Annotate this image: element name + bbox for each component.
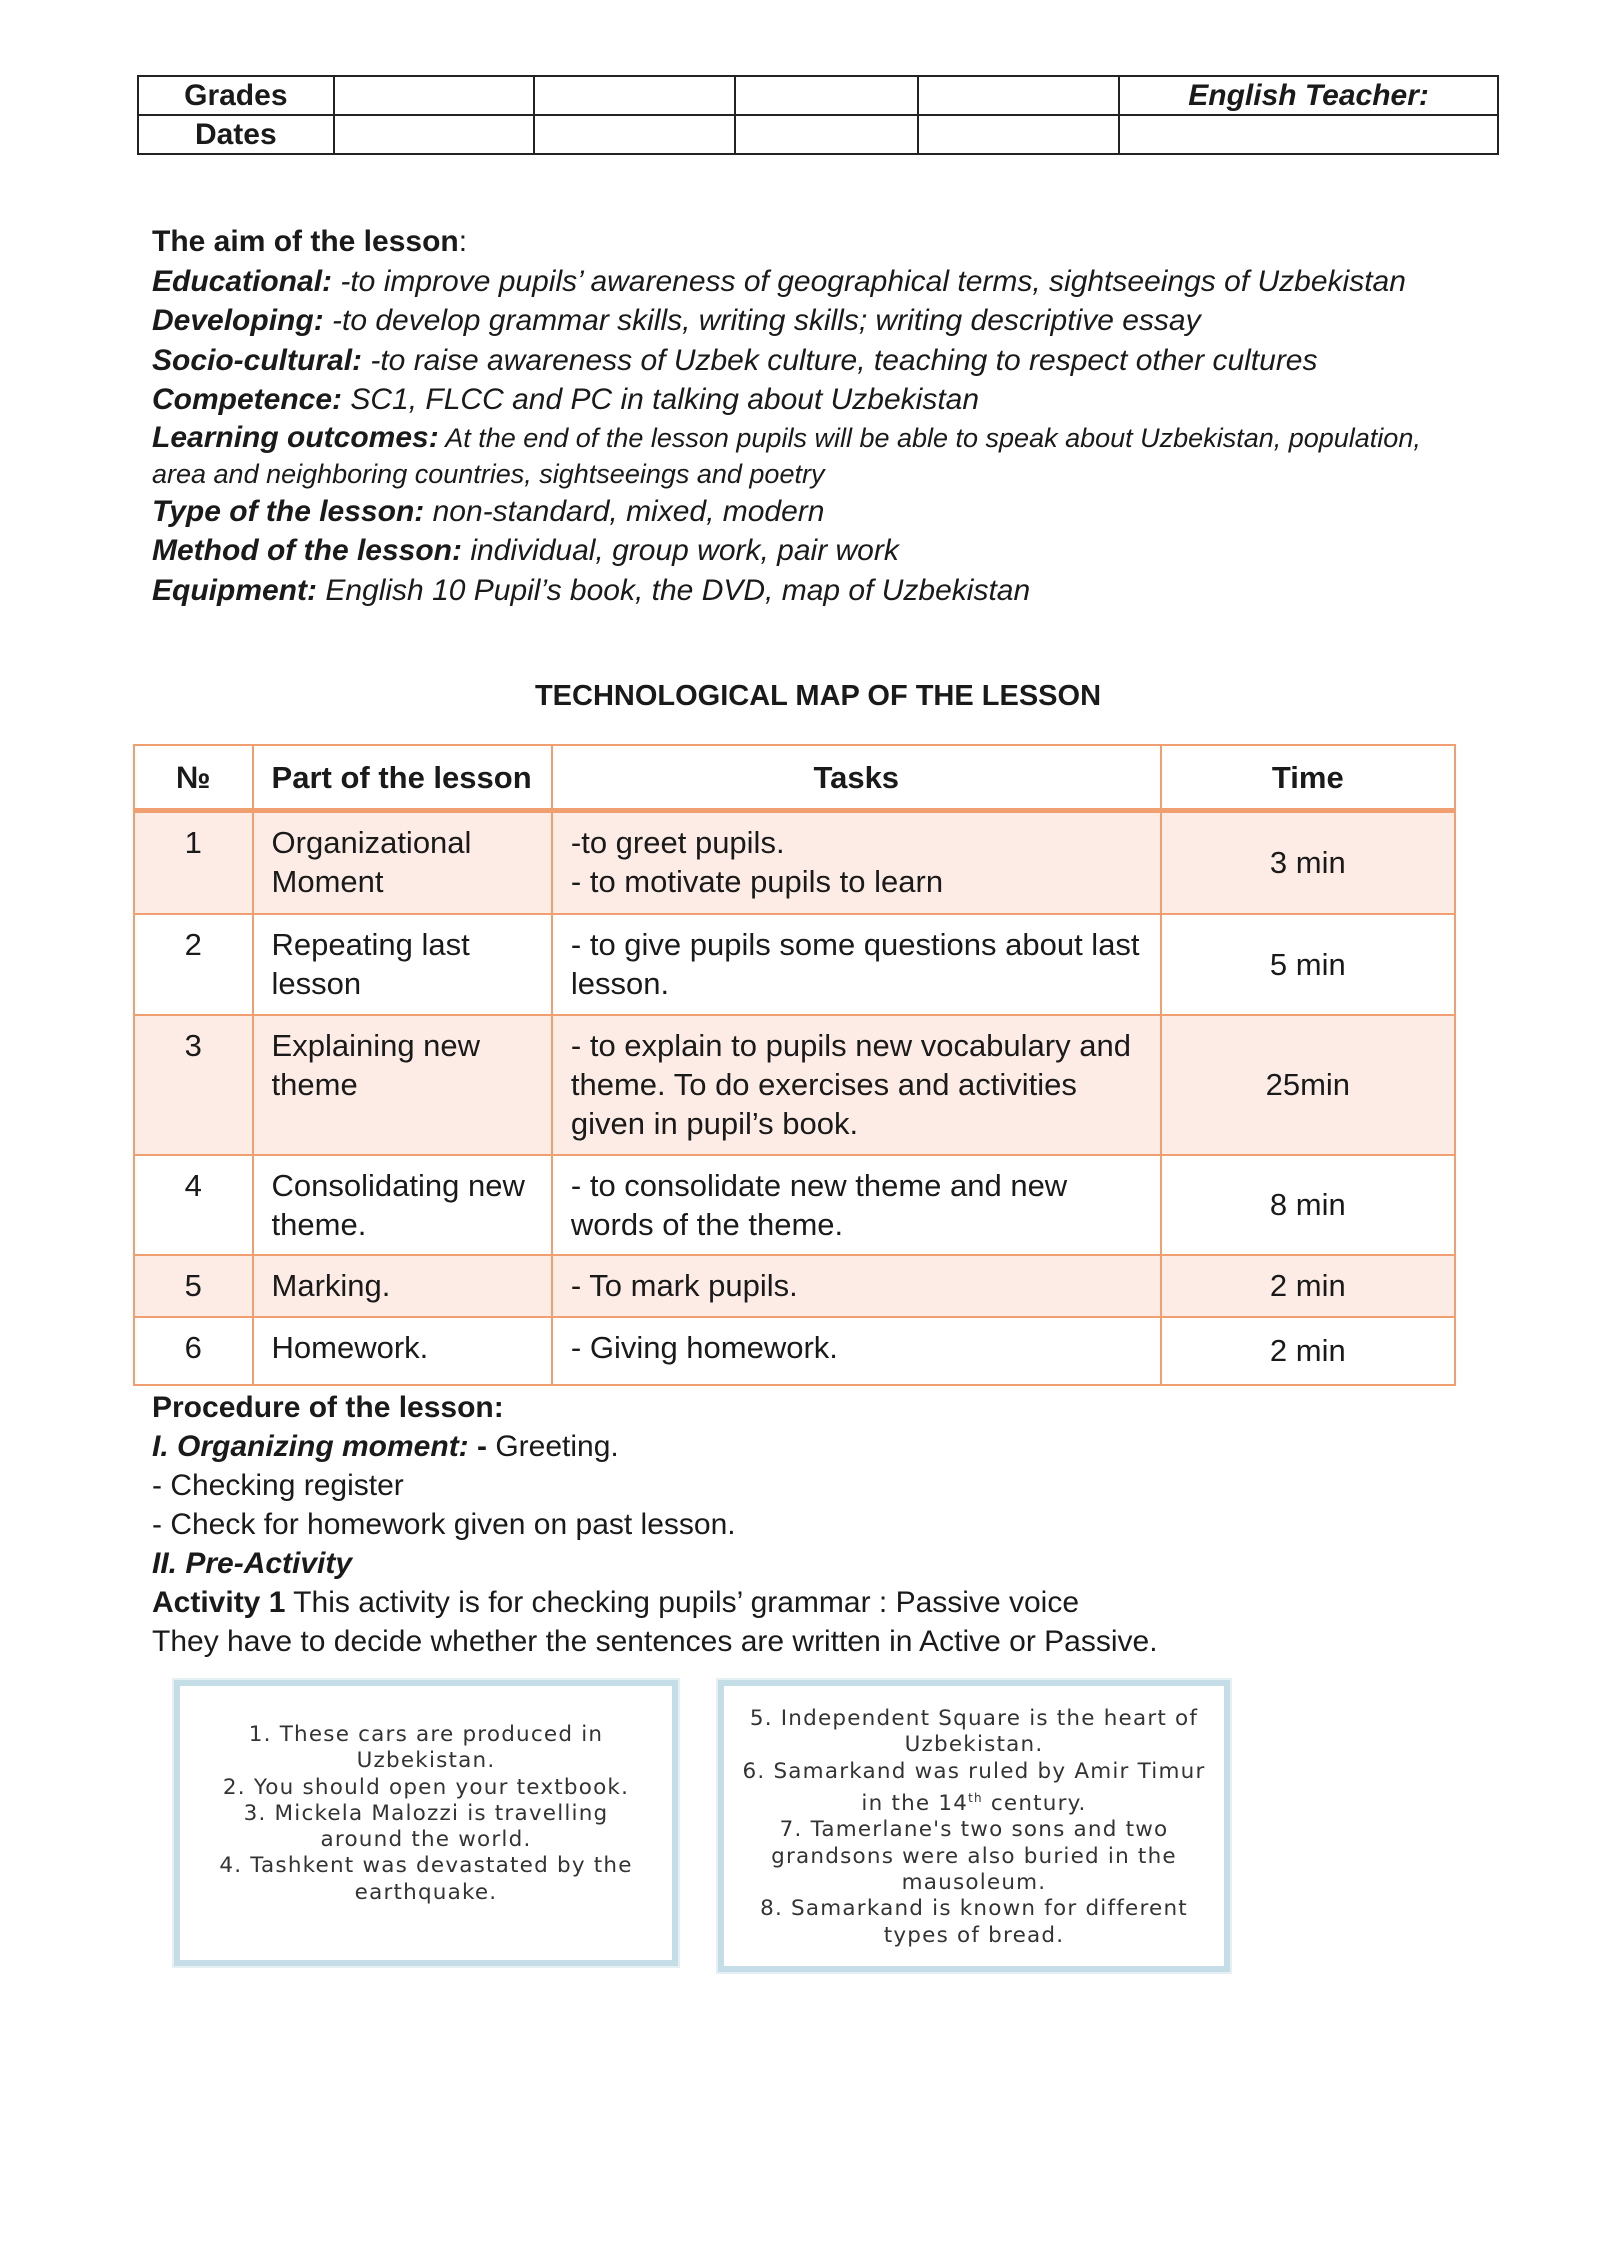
row-time: 2 min: [1161, 1317, 1455, 1385]
row-time: 3 min: [1161, 811, 1455, 914]
row-num: 4: [134, 1155, 253, 1255]
procedure-section: [152, 1388, 1482, 1661]
aim-competence: [152, 380, 1482, 420]
developing-label: Developing:: [152, 304, 324, 337]
aims-title-line: [152, 222, 1482, 262]
row-task: - to explain to pupils new vocabulary and theme. To do exercises and activities given in pupil’s book.: [552, 1015, 1161, 1155]
sentence: 2. You should open your textbook.: [222, 1774, 630, 1800]
row-time: 2 min: [1161, 1255, 1455, 1317]
competence-label: Competence:: [152, 383, 343, 416]
grades-cell: [735, 76, 918, 115]
dates-cell: [534, 115, 735, 154]
table-row: [134, 1317, 1455, 1385]
aim-educational: [152, 262, 1482, 302]
pre-activity-line: [152, 1544, 1482, 1583]
method-label: Method of the lesson:: [152, 534, 462, 567]
row-part: Repeating last lesson: [253, 914, 552, 1015]
sociocultural-label: Socio-cultural:: [152, 343, 363, 377]
map-header-row: [134, 745, 1455, 811]
aim-method: [152, 531, 1482, 571]
dates-row: [138, 115, 1498, 154]
equipment-label: Equipment:: [152, 573, 317, 607]
type-text: non-standard, mixed, modern: [424, 494, 825, 528]
row-part: Consolidating new theme.: [253, 1155, 552, 1255]
aims-title-colon: :: [458, 225, 468, 258]
procedure-title: [152, 1388, 1482, 1427]
grades-cell: [334, 76, 535, 115]
sentence: [742, 1759, 1206, 1818]
row-part: Homework.: [253, 1317, 552, 1385]
row-part: Marking.: [253, 1255, 552, 1317]
grades-label: Grades: [138, 76, 334, 115]
lesson-aims: [152, 222, 1482, 610]
aim-outcomes: [152, 420, 1482, 492]
sentence: 4. Tashkent was devastated by the earthquake.: [219, 1853, 633, 1905]
activity-1-text: This activity is for checking pupils’ grammar : Passive voice: [285, 1586, 1079, 1619]
table-row: [134, 811, 1455, 914]
col-num-header: №: [134, 745, 253, 811]
grades-cell: [534, 76, 735, 115]
row-task: - to give pupils some questions about last lesson.: [552, 914, 1161, 1015]
competence-text: SC1, FLCC and PC in talking about Uzbekistan: [342, 383, 980, 416]
activity-instruction: They have to decide whether the sentences are written in Active or Passive.: [152, 1625, 1158, 1658]
row-time: 5 min: [1161, 914, 1455, 1015]
sentence: 8. Samarkand is known for different types of bread.: [760, 1896, 1188, 1948]
sociocultural-text: -to raise awareness of Uzbek culture, teaching to respect other cultures: [362, 343, 1318, 377]
sentence: 5. Independent Square is the heart of Uzbekistan.: [749, 1706, 1199, 1758]
pre-activity-heading: II. Pre-Activity: [152, 1547, 353, 1580]
method-text: individual, group work, pair work: [462, 534, 899, 567]
outcomes-label: Learning outcomes:: [152, 420, 439, 454]
dates-label: Dates: [138, 115, 334, 154]
col-time-header: Time: [1161, 745, 1455, 811]
sentence-part: 6. Samarkand was ruled by Amir Timur in the 14: [742, 1758, 1206, 1817]
checking-register-line: - Checking register: [152, 1469, 404, 1502]
equipment-text: English 10 Pupil’s book, the DVD, map of Uzbekistan: [317, 573, 1031, 607]
technological-map-table: [133, 744, 1456, 1386]
procedure-title-text: Procedure of the lesson:: [152, 1391, 504, 1424]
aims-title: The aim of the lesson: [152, 225, 459, 258]
row-part: Organizational Moment: [253, 811, 552, 914]
table-row: [134, 914, 1455, 1015]
row-part: Explaining new theme: [253, 1015, 552, 1155]
task-line: - to motivate pupils to learn: [570, 864, 944, 899]
row-num: 2: [134, 914, 253, 1015]
map-title: TECHNOLOGICAL MAP OF THE LESSON: [534, 680, 1102, 712]
col-part-header: Part of the lesson: [253, 745, 552, 811]
task-line: -to greet pupils.: [570, 825, 785, 860]
row-num: 5: [134, 1255, 253, 1317]
aim-type: [152, 492, 1482, 532]
sentence: 7. Tamerlane's two sons and two grandsons were also buried in the mausoleum.: [771, 1817, 1177, 1895]
educational-text: -to improve pupils’ awareness of geographical terms, sightseeings of Uzbekistan: [332, 264, 1406, 298]
educational-label: Educational:: [152, 264, 333, 298]
developing-text: -to develop grammar skills, writing skills; writing descriptive essay: [323, 304, 1201, 337]
type-label: Type of the lesson:: [152, 494, 425, 528]
row-time: 25min: [1161, 1015, 1455, 1155]
row-task: - to consolidate new theme and new words of the theme.: [552, 1155, 1161, 1255]
activity-1-line: [152, 1583, 1482, 1622]
row-num: 3: [134, 1015, 253, 1155]
organizing-text: Greeting.: [495, 1430, 619, 1463]
sentence: 1. These cars are produced in Uzbekistan.: [248, 1722, 604, 1774]
dates-cell: [1119, 115, 1498, 154]
sentence: 3. Mickela Malozzi is travelling around the world.: [243, 1800, 609, 1853]
sentences-box-1: [174, 1680, 678, 1966]
row-num: 1: [134, 811, 253, 914]
organizing-dash: -: [468, 1430, 496, 1463]
grades-row: [138, 76, 1498, 115]
organizing-moment-label: I. Organizing moment:: [152, 1430, 469, 1463]
grades-cell: [918, 76, 1119, 115]
aim-equipment: [152, 571, 1482, 611]
row-num: 6: [134, 1317, 253, 1385]
aim-developing: [152, 301, 1482, 341]
col-tasks-header: Tasks: [552, 745, 1161, 811]
check-homework-line: - Check for homework given on past lesson.: [152, 1508, 736, 1541]
dates-cell: [735, 115, 918, 154]
sentences-box-2: [718, 1680, 1230, 1972]
grades-dates-table: [137, 75, 1499, 155]
row-task: - To mark pupils.: [552, 1255, 1161, 1317]
aim-sociocultural: [152, 341, 1482, 381]
row-task: - Giving homework.: [552, 1317, 1161, 1385]
dates-cell: [334, 115, 535, 154]
table-row: [134, 1015, 1455, 1155]
row-time: 8 min: [1161, 1155, 1455, 1255]
superscript: th: [968, 1790, 983, 1805]
table-row: [134, 1155, 1455, 1255]
activity-1-label: Activity 1: [152, 1586, 286, 1619]
teacher-label: English Teacher:: [1119, 76, 1498, 115]
row-task: [552, 811, 1161, 914]
organizing-moment-line: [152, 1427, 1482, 1466]
dates-cell: [918, 115, 1119, 154]
table-row: [134, 1255, 1455, 1317]
outcomes-text: At the end of the lesson pupils will be able to speak about Uzbekistan, population, area and neighboring countries, sightseeings and poetry: [152, 422, 1421, 489]
sentence-part: century.: [982, 1791, 1087, 1817]
